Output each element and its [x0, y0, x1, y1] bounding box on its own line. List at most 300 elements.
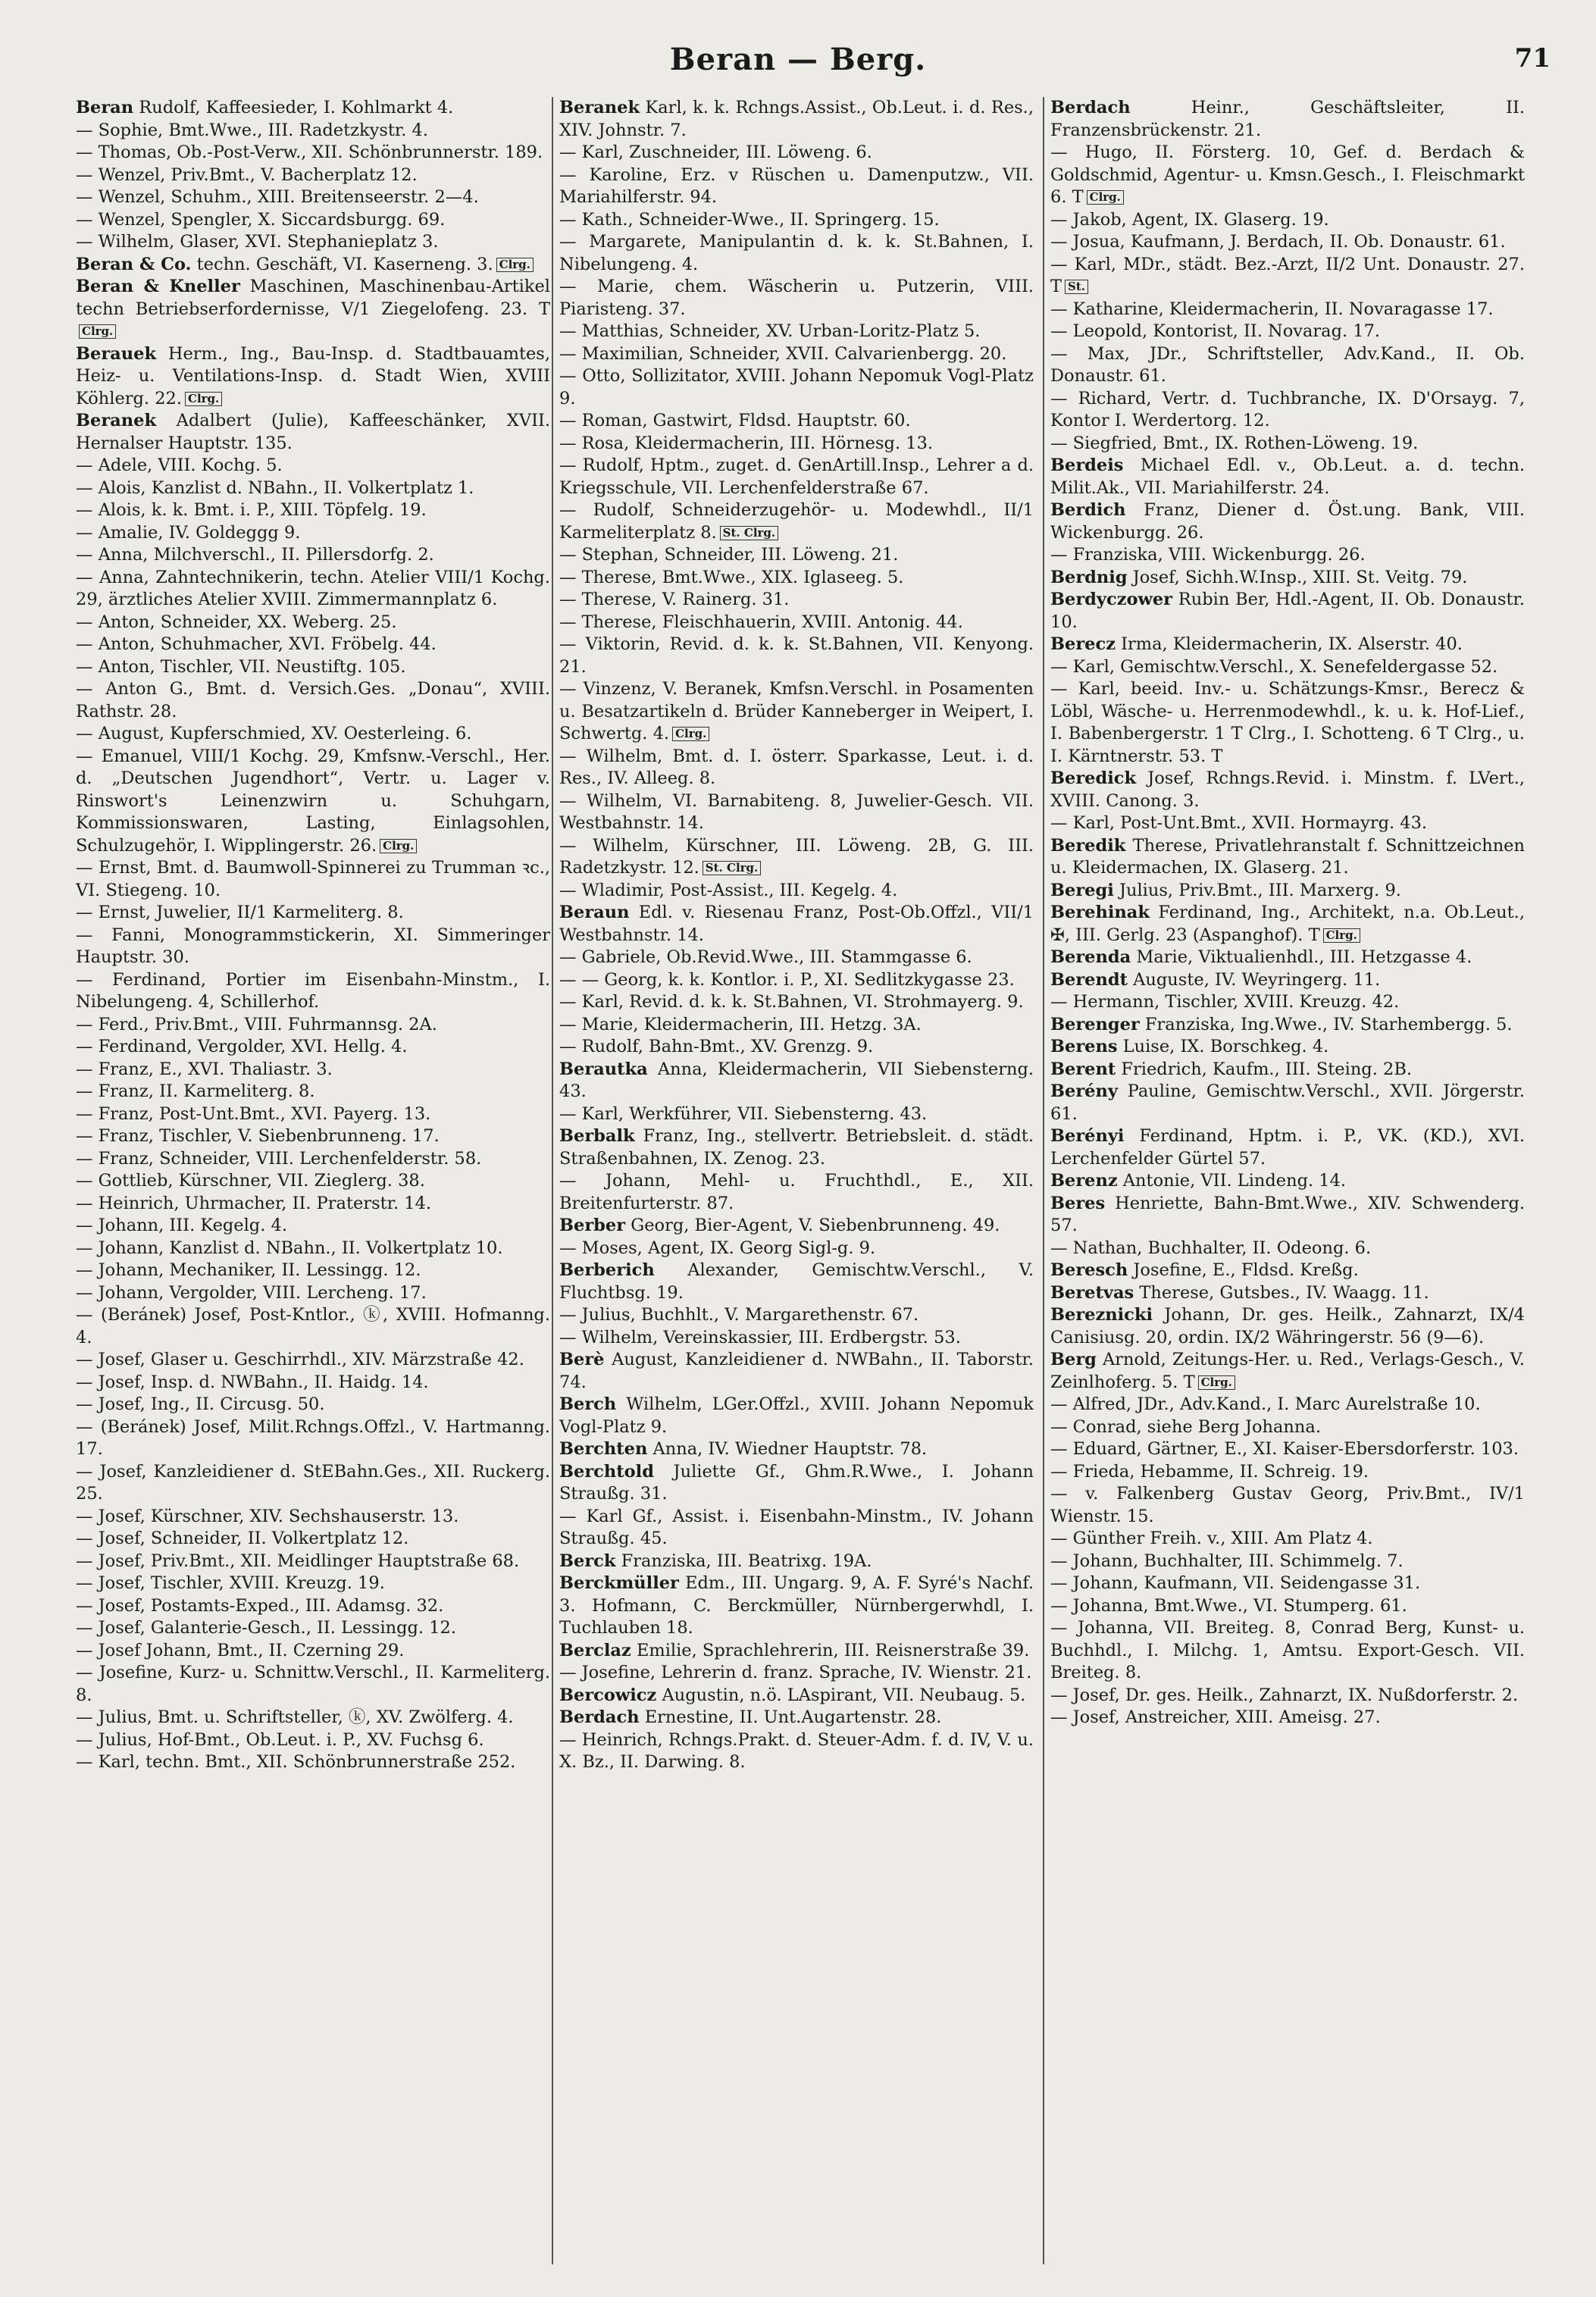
- entry-text: — Josefine, Lehrerin d. franz. Sprache, IV. Wienstr. 21.: [559, 1663, 1032, 1682]
- directory-entry: [1050, 1685, 1525, 1707]
- entry-text: — Johanna, VII. Breiteg. 8, Conrad Berg, Kunst- u. Buchhdl., I. Milchg. 1, Amtsu. Export-Gesch. VII. Breiteg. 8.: [1050, 1618, 1525, 1682]
- entry-text: — Wenzel, Schuhm., XIII. Breitenseerstr. 2—4.: [76, 187, 479, 207]
- directory-entry: [76, 612, 550, 634]
- entry-text: — Katharine, Kleidermacherin, II. Novaragasse 17.: [1050, 299, 1494, 319]
- directory-entry: [1050, 1551, 1525, 1573]
- entry-text: — Josef, Dr. ges. Heilk., Zahnarzt, IX. Nußdorferstr. 2.: [1050, 1685, 1519, 1705]
- directory-entry: [1050, 433, 1525, 455]
- directory-entry: [76, 1282, 550, 1305]
- directory-entry: [559, 567, 1034, 590]
- entry-surname: Berecz: [1050, 634, 1116, 654]
- entry-text: — Alfred, JDr., Adv.Kand., I. Marc Aurelstraße 10.: [1050, 1394, 1481, 1414]
- entry-surname: Berdich: [1050, 500, 1126, 520]
- entry-surname: Beredick: [1050, 768, 1137, 788]
- directory-entry: [76, 1573, 550, 1595]
- directory-entry: [76, 209, 550, 232]
- entry-text: — (Beránek) Josef, Post-Kntlor., ⓚ, XVIII. Hofmanng. 4.: [76, 1305, 550, 1347]
- entry-text: — Gabriele, Ob.Revid.Wwe., III. Stammgasse 6.: [559, 947, 972, 967]
- entry-text: — Karl, Revid. d. k. k. St.Bahnen, VI. Strohmayerg. 9.: [559, 992, 1024, 1012]
- entry-text: — Franz, Tischler, V. Siebenbrunneng. 17.: [76, 1126, 440, 1146]
- entry-surname: Beregi: [1050, 880, 1114, 900]
- directory-entry: [559, 1394, 1034, 1438]
- entry-surname: Berdyczower: [1050, 590, 1173, 609]
- entry-text: Franziska, III. Beatrixg. 19A.: [615, 1551, 872, 1571]
- entry-text: — Alois, k. k. Bmt. i. P., XIII. Töpfelg. 19.: [76, 500, 427, 520]
- entry-text: Wilhelm, LGer.Offzl., XVIII. Johann Nepomuk Vogl-Platz 9.: [559, 1394, 1034, 1437]
- entry-text: — Josef, Tischler, XVIII. Kreuzg. 19.: [76, 1573, 385, 1593]
- entry-text: — Günther Freih. v., XIII. Am Platz 4.: [1050, 1529, 1373, 1548]
- entry-text: — Josef, Schneider, II. Volkertplatz 12.: [76, 1529, 409, 1548]
- entry-text: Franz, Ing., stellvertr. Betriebsleit. d. städt. Straßenbahnen, IX. Zenog. 23.: [559, 1126, 1034, 1169]
- directory-entry: [559, 276, 1034, 321]
- entry-surname: Berens: [1050, 1037, 1118, 1056]
- entry-text: — Emanuel, VIII/1 Kochg. 29, Kmfsnw.-Verschl., Her. d. „Deutschen Jugendhort“, Vertr. u. Lager v. Rinswort's Leinenzwirn u. Schuhgarn, Kommissionswaren, Lasting, Einlagsohlen, Schulzugehör, I. Wipplingerstr. 26.: [76, 746, 550, 856]
- directory-entry: [559, 678, 1034, 746]
- directory-entry: [1050, 768, 1525, 812]
- entry-text: — Karl, beeid. Inv.- u. Schätzungs-Kmsr., Berecz & Löbl, Wäsche- u. Herrenmodewhdl., k. u. k. Hof-Lief., I. Babenbergerstr. 1 T Clrg., I. Schotteng. 6 T Clrg., u. I. Kärntnerstr. 53. T: [1050, 679, 1525, 766]
- directory-entry: [1050, 1081, 1525, 1125]
- entry-text: — Karl, Gemischtw.Verschl., X. Senefeldergasse 52.: [1050, 656, 1498, 677]
- entry-text: — Max, JDr., Schriftsteller, Adv.Kand., II. Ob. Donaustr. 61.: [1050, 343, 1525, 386]
- column-1: [76, 97, 550, 2270]
- directory-entry: [559, 1349, 1034, 1394]
- directory-entry: [559, 97, 1034, 142]
- directory-entry: [559, 835, 1034, 880]
- directory-entry: [559, 321, 1034, 343]
- entry-text: — Josef, Postamts-Exped., III. Adamsg. 32.: [76, 1595, 444, 1616]
- entry-text: — Stephan, Schneider, III. Löweng. 21.: [559, 545, 899, 565]
- directory-entry: [559, 1573, 1034, 1640]
- entry-text: — Conrad, siehe Berg Johanna.: [1050, 1416, 1321, 1437]
- directory-entry: [76, 746, 550, 858]
- entry-surname: Berdnig: [1050, 567, 1128, 587]
- clearing-badge: St. Clrg.: [703, 861, 761, 875]
- entry-surname: Beresch: [1050, 1260, 1128, 1280]
- entry-text: — Josef, Kürschner, XIV. Sechshauserstr. 13.: [76, 1506, 459, 1526]
- entry-text: — Anton, Schneider, XX. Weberg. 25.: [76, 612, 397, 632]
- directory-entry: [1050, 1238, 1525, 1260]
- directory-entry: [76, 254, 550, 277]
- entry-text: techn. Geschäft, VI. Kaserneng. 3.: [191, 254, 493, 274]
- directory-entry: [1050, 97, 1525, 142]
- entry-text: August, Kanzleidiener d. NWBahn., II. Taborstr. 74.: [559, 1350, 1034, 1392]
- directory-entry: [559, 1640, 1034, 1663]
- directory-entry: [1050, 209, 1525, 232]
- directory-entry: [76, 97, 550, 120]
- entry-text: — Wilhelm, Bmt. d. I. österr. Sparkasse, Leut. i. d. Res., IV. Alleeg. 8.: [559, 746, 1034, 788]
- directory-entry: [559, 164, 1034, 209]
- directory-entry: [76, 1349, 550, 1372]
- entry-surname: Berautka: [559, 1059, 648, 1079]
- entry-text: — Alois, Kanzlist d. NBahn., II. Volkertplatz 1.: [76, 477, 474, 498]
- directory-entry: [559, 1304, 1034, 1327]
- entry-text: — Julius, Buchhlt., V. Margarethenstr. 67.: [559, 1305, 919, 1325]
- entry-surname: Beraun: [559, 903, 630, 922]
- entry-text: — Wladimir, Post-Assist., III. Kegelg. 4.: [559, 880, 898, 900]
- directory-entry: [1050, 1125, 1525, 1170]
- entry-text: Irma, Kleidermacherin, IX. Alserstr. 40.: [1115, 634, 1463, 654]
- directory-entry: [1050, 343, 1525, 388]
- entry-text: — Ferd., Priv.Bmt., VIII. Fuhrmannsg. 2A.: [76, 1014, 437, 1034]
- directory-entry: [559, 790, 1034, 835]
- directory-entry: [559, 969, 1034, 992]
- directory-entry: [76, 902, 550, 925]
- entry-text: — (Beránek) Josef, Milit.Rchngs.Offzl., V. Hartmanng. 17.: [76, 1416, 550, 1459]
- directory-entry: [559, 142, 1034, 164]
- entry-text: — Karl Gf., Assist. i. Eisenbahn-Minstm., IV. Johann Straußg. 45.: [559, 1506, 1034, 1548]
- entry-text: — Viktorin, Revid. d. k. k. St.Bahnen, VII. Kenyong. 21.: [559, 634, 1034, 677]
- entry-text: — Johann, III. Kegelg. 4.: [76, 1216, 287, 1235]
- directory-entry: [559, 1260, 1034, 1304]
- entry-text: — Frieda, Hebamme, II. Schreig. 19.: [1050, 1461, 1369, 1482]
- entry-text: Antonie, VII. Lindeng. 14.: [1117, 1171, 1347, 1191]
- entry-text: Josefine, E., Fldsd. Kreßg.: [1128, 1260, 1359, 1280]
- directory-entry: [1050, 299, 1525, 321]
- directory-entry: [1050, 1528, 1525, 1551]
- directory-entry: [559, 433, 1034, 455]
- directory-entry: [76, 410, 550, 455]
- entry-text: Ferdinand, Hptm. i. P., VK. (KD.), XVI. Lerchenfelder Gürtel 57.: [1050, 1126, 1525, 1169]
- entry-surname: Berg: [1050, 1350, 1097, 1369]
- directory-entry: [76, 1103, 550, 1126]
- entry-surname: Beran: [76, 98, 134, 117]
- entry-text: — Eduard, Gärtner, E., XI. Kaiser-Ebersdorferstr. 103.: [1050, 1439, 1519, 1459]
- directory-entry: [559, 1170, 1034, 1215]
- directory-entry: [559, 1238, 1034, 1260]
- entry-text: — Franziska, VIII. Wickenburgg. 26.: [1050, 545, 1366, 565]
- directory-entry: [1050, 1483, 1525, 1528]
- directory-entry: [76, 477, 550, 500]
- entry-text: Anna, IV. Wiedner Hauptstr. 78.: [647, 1439, 928, 1459]
- entry-text: Josef, Sichh.W.Insp., XIII. St. Veitg. 79.: [1127, 567, 1468, 587]
- entry-text: Therese, Gutsbes., IV. Waagg. 11.: [1134, 1282, 1429, 1303]
- directory-entry: [1050, 321, 1525, 343]
- directory-entry: [559, 880, 1034, 903]
- entry-text: Herm., Ing., Bau-Insp. d. Stadtbauamtes, Heiz- u. Ventilations-Insp. d. Stadt Wien, XVIII Köhlerg. 22.: [76, 343, 550, 408]
- directory-entry: [559, 343, 1034, 366]
- entry-text: — — Georg, k. k. Kontlor. i. P., XI. Sedlitzkygasse 23.: [559, 969, 1015, 990]
- entry-text: Anna, Kleidermacherin, VII Siebensterng. 43.: [559, 1059, 1034, 1101]
- directory-entry: [559, 1014, 1034, 1037]
- directory-entry: [1050, 1036, 1525, 1059]
- directory-entry: [76, 276, 550, 343]
- entry-text: — Adele, VIII. Kochg. 5.: [76, 455, 283, 475]
- entry-text: Auguste, IV. Weyringerg. 11.: [1128, 969, 1381, 990]
- entry-text: Julius, Priv.Bmt., III. Marxerg. 9.: [1113, 880, 1401, 900]
- entry-text: Augustin, n.ö. LAspirant, VII. Neubaug. 5.: [656, 1685, 1026, 1705]
- entry-text: — Siegfried, Bmt., IX. Rothen-Löweng. 19.: [1050, 433, 1419, 453]
- directory-entry: [1050, 1461, 1525, 1484]
- directory-entry: [1050, 1260, 1525, 1282]
- entry-text: — Therese, Fleischhauerin, XVIII. Antonig. 44.: [559, 612, 963, 632]
- entry-text: — Richard, Vertr. d. Tuchbranche, IX. D'Orsayg. 7, Kontor I. Werdertorg. 12.: [1050, 388, 1525, 430]
- entry-text: — Franz, Schneider, VIII. Lerchenfelderstr. 58.: [76, 1148, 482, 1169]
- directory-entry: [1050, 589, 1525, 634]
- directory-entry: [559, 1215, 1034, 1238]
- directory-entry: [76, 1014, 550, 1037]
- entry-text: — Maximilian, Schneider, XVII. Calvarienbergg. 20.: [559, 343, 1007, 364]
- directory-entry: [1050, 254, 1525, 299]
- entry-text: — Sophie, Bmt.Wwe., III. Radetzkystr. 4.: [76, 120, 428, 140]
- entry-text: — Amalie, IV. Goldeggg 9.: [76, 522, 301, 543]
- directory-entry: [559, 231, 1034, 276]
- directory-entry: [76, 1506, 550, 1529]
- entry-text: Edm., III. Ungarg. 9, A. F. Syré's Nachf. 3. Hofmann, C. Berckmüller, Nürnbergerwhdl, I. Tuchlauben 18.: [559, 1573, 1034, 1638]
- column-divider: [552, 97, 553, 2264]
- directory-entry: [559, 1438, 1034, 1461]
- entry-text: Rudolf, Kaffeesieder, I. Kohlmarkt 4.: [133, 98, 454, 117]
- directory-entry: [559, 209, 1034, 232]
- directory-entry: [76, 1394, 550, 1416]
- entry-text: — Josef Johann, Bmt., II. Czerning 29.: [76, 1640, 405, 1660]
- column-2: [559, 97, 1034, 2270]
- entry-text: — Karl, Post-Unt.Bmt., XVII. Hormayrg. 43.: [1050, 813, 1428, 833]
- directory-entry: [559, 455, 1034, 499]
- directory-entry: [76, 1260, 550, 1282]
- entry-surname: Berchten: [559, 1439, 648, 1459]
- entry-text: Adalbert (Julie), Kaffeeschänker, XVII. Hernalser Hauptstr. 135.: [76, 411, 550, 453]
- entry-text: — Matthias, Schneider, XV. Urban-Loritz-Platz 5.: [559, 321, 981, 341]
- entry-surname: Berdach: [1050, 98, 1131, 117]
- entry-text: — Gottlieb, Kürschner, VII. Zieglerg. 38.: [76, 1171, 425, 1191]
- entry-text: — Wenzel, Priv.Bmt., V. Bacherplatz 12.: [76, 164, 418, 185]
- directory-entry: [76, 857, 550, 902]
- entry-text: — Johann, Buchhalter, III. Schimmelg. 7.: [1050, 1551, 1404, 1571]
- entry-text: — Hermann, Tischler, XVIII. Kreuzg. 42.: [1050, 992, 1400, 1012]
- entry-text: Maschinen, Maschinenbau-Artikel techn Betriebserfordernisse, V/1 Ziegelofeng. 23. T: [76, 277, 550, 319]
- entry-surname: Berck: [559, 1551, 616, 1571]
- clearing-badge: Clrg.: [79, 324, 116, 339]
- entry-surname: Berch: [559, 1394, 617, 1414]
- entry-text: Michael Edl. v., Ob.Leut. a. d. techn. Milit.Ak., VII. Mariahilferstr. 24.: [1050, 455, 1525, 498]
- directory-entry: [76, 544, 550, 567]
- directory-entry: [559, 1461, 1034, 1506]
- entry-text: Ferdinand, Ing., Architekt, n.a. Ob.Leut., ✠, III. Gerlg. 23 (Aspanghof). T: [1050, 903, 1525, 945]
- entry-text: — Kath., Schneider-Wwe., II. Springerg. 15.: [559, 209, 940, 230]
- entry-surname: Berchtold: [559, 1461, 654, 1482]
- entry-text: — Ernst, Bmt. d. Baumwoll-Spinnerei zu Trumman ꝛc., VI. Stiegeng. 10.: [76, 858, 550, 900]
- directory-entry: [1050, 947, 1525, 969]
- entry-text: Josef, Rchngs.Revid. i. Minstm. f. LVert., XVIII. Canong. 3.: [1050, 768, 1525, 811]
- directory-entry: [1050, 567, 1525, 590]
- directory-entry: [559, 1125, 1034, 1170]
- entry-text: — Johann, Kanzlist d. NBahn., II. Volkertplatz 10.: [76, 1238, 503, 1258]
- entry-text: Henriette, Bahn-Bmt.Wwe., XIV. Schwenderg. 57.: [1050, 1193, 1525, 1235]
- directory-entry: [559, 947, 1034, 969]
- entry-text: — Johann, Kaufmann, VII. Seidengasse 31.: [1050, 1573, 1421, 1593]
- directory-entry: [76, 1304, 550, 1349]
- directory-entry: [1050, 1059, 1525, 1081]
- directory-entry: [76, 1640, 550, 1663]
- entry-text: — Thomas, Ob.-Post-Verw., XII. Schönbrunnerstr. 189.: [76, 142, 543, 162]
- entry-surname: Berehinak: [1050, 903, 1150, 922]
- directory-entry: [1050, 1617, 1525, 1685]
- entry-text: — Roman, Gastwirt, Fldsd. Hauptstr. 60.: [559, 411, 911, 430]
- entry-text: — Josef, Priv.Bmt., XII. Meidlinger Hauptstraße 68.: [76, 1551, 520, 1571]
- directory-entry: [76, 1372, 550, 1394]
- directory-entry: [76, 1416, 550, 1461]
- directory-entry: [559, 746, 1034, 790]
- entry-surname: Berenda: [1050, 947, 1131, 967]
- entry-text: Marie, Viktualienhdl., III. Hetzgasse 4.: [1131, 947, 1472, 967]
- entry-surname: Berény: [1050, 1081, 1118, 1101]
- entry-text: — Otto, Sollizitator, XVIII. Johann Nepomuk Vogl-Platz 9.: [559, 366, 1034, 408]
- entry-text: — Josef, Kanzleidiener d. StEBahn.Ges., XII. Ruckerg. 25.: [76, 1461, 550, 1504]
- entry-text: Therese, Privatlehranstalt f. Schnittzeichnen u. Kleidermachen, IX. Glaserg. 21.: [1050, 835, 1525, 878]
- directory-entry: [1050, 1416, 1525, 1439]
- directory-entry: [76, 186, 550, 209]
- entry-text: — Julius, Bmt. u. Schriftsteller, ⓚ, XV. Zwölferg. 4.: [76, 1707, 514, 1727]
- entry-text: — Marie, Kleidermacherin, III. Hetzg. 3A.: [559, 1014, 922, 1034]
- entry-text: — Wilhelm, Kürschner, III. Löweng. 2B, G. III. Radetzkystr. 12.: [559, 835, 1034, 878]
- entry-surname: Beretvas: [1050, 1282, 1134, 1303]
- directory-entry: [76, 1148, 550, 1171]
- entry-text: — Anna, Zahntechnikerin, techn. Atelier VIII/1 Kochg. 29, ärztliches Atelier XVIII. Zimmermannplatz 6.: [76, 567, 550, 609]
- entry-surname: Berenger: [1050, 1014, 1140, 1034]
- entry-text: Johann, Dr. ges. Heilk., Zahnarzt, IX/4 Canisiusg. 20, ordin. IX/2 Währingerstr. 56 (9—6).: [1050, 1305, 1525, 1347]
- directory-entry: [1050, 835, 1525, 880]
- entry-surname: Beres: [1050, 1193, 1106, 1213]
- directory-entry: [76, 1662, 550, 1707]
- directory-entry: [76, 1215, 550, 1238]
- clearing-badge: Clrg.: [1087, 190, 1124, 205]
- entry-text: — Anna, Milchverschl., II. Pillersdorfg. 2.: [76, 545, 434, 565]
- entry-text: — Heinrich, Uhrmacher, II. Praterstr. 14.: [76, 1193, 432, 1213]
- entry-text: — Hugo, II. Försterg. 10, Gef. d. Berdach & Goldschmid, Agentur- u. Kmsn.Gesch., I. Fleischmarkt 6. T: [1050, 142, 1525, 207]
- clearing-badge: Clrg.: [672, 727, 709, 741]
- entry-surname: Berenz: [1050, 1171, 1118, 1191]
- directory-entry: [76, 343, 550, 411]
- entry-text: — Karl, Zuschneider, III. Löweng. 6.: [559, 142, 872, 162]
- entry-surname: Berényi: [1050, 1126, 1125, 1146]
- directory-entry: [76, 1170, 550, 1193]
- entry-text: Rubin Ber, Hdl.-Agent, II. Ob. Donaustr. 10.: [1050, 590, 1525, 632]
- entry-text: — Johann, Vergolder, VIII. Lercheng. 17.: [76, 1282, 427, 1303]
- directory-entry: [559, 1551, 1034, 1573]
- directory-entry: [1050, 1282, 1525, 1305]
- directory-entry: [76, 567, 550, 612]
- entry-text: — Wilhelm, VI. Barnabiteng. 8, Juwelier-Gesch. VII. Westbahnstr. 14.: [559, 790, 1034, 833]
- directory-entry: [559, 1506, 1034, 1551]
- entry-text: — Josef, Ing., II. Circusg. 50.: [76, 1394, 325, 1414]
- entry-text: — Johann, Mechaniker, II. Lessingg. 12.: [76, 1260, 421, 1280]
- directory-entry: [559, 612, 1034, 634]
- directory-entry: [1050, 1170, 1525, 1193]
- directory-entry: [76, 1238, 550, 1260]
- directory-entry: [559, 1662, 1034, 1685]
- entry-text: — Fanni, Monogrammstickerin, XI. Simmeringer Hauptstr. 30.: [76, 925, 550, 967]
- directory-entry: [76, 1751, 550, 1774]
- directory-entry: [559, 1059, 1034, 1103]
- entry-text: — Karoline, Erz. v Rüschen u. Damenputzw., VII. Mariahilferstr. 94.: [559, 164, 1034, 207]
- entry-surname: Berbalk: [559, 1126, 635, 1146]
- entry-text: — Ferdinand, Portier im Eisenbahn-Minstm., I. Nibelungeng. 4, Schillerhof.: [76, 969, 550, 1012]
- entry-surname: Beran & Co.: [76, 254, 192, 274]
- directory-entry: [76, 120, 550, 142]
- clearing-badge: Clrg.: [496, 258, 534, 272]
- entry-text: — Rudolf, Bahn-Bmt., XV. Grenzg. 9.: [559, 1037, 874, 1056]
- directory-entry: [1050, 1595, 1525, 1618]
- directory-entry: [559, 1729, 1034, 1774]
- directory-entry: [559, 1327, 1034, 1350]
- entry-text: — Josef, Insp. d. NWBahn., II. Haidg. 14.: [76, 1372, 429, 1392]
- directory-entry: [76, 1081, 550, 1103]
- entry-surname: Berdeis: [1050, 455, 1124, 475]
- entry-text: — Josefine, Kurz- u. Schnittw.Verschl., II. Karmeliterg. 8.: [76, 1663, 550, 1705]
- clearing-badge: St.: [1065, 280, 1088, 294]
- directory-entry: [1050, 388, 1525, 433]
- entry-text: — Leopold, Kontorist, II. Novarag. 17.: [1050, 321, 1381, 341]
- entry-surname: Berckmüller: [559, 1573, 679, 1593]
- directory-entry: [559, 410, 1034, 433]
- directory-entry: [76, 656, 550, 679]
- directory-entry: [76, 1595, 550, 1618]
- entry-surname: Beredik: [1050, 835, 1126, 856]
- entry-surname: Beran & Kneller: [76, 277, 240, 296]
- directory-entry: [1050, 1014, 1525, 1037]
- entry-text: — Franz, E., XVI. Thaliastr. 3.: [76, 1059, 333, 1079]
- directory-entry: [1050, 142, 1525, 209]
- entry-text: — Ernst, Juwelier, II/1 Karmeliterg. 8.: [76, 903, 404, 922]
- directory-entry: [76, 231, 550, 254]
- directory-entry: [76, 142, 550, 164]
- entry-surname: Beranek: [76, 411, 157, 430]
- directory-entry: [1050, 812, 1525, 835]
- entry-text: — Marie, chem. Wäscherin u. Putzerin, VIII. Piaristeng. 37.: [559, 277, 1034, 319]
- directory-entry: [76, 969, 550, 1014]
- page-number: 71: [1514, 43, 1551, 74]
- entry-text: — Anton G., Bmt. d. Versich.Ges. „Donau“, XVIII. Rathstr. 28.: [76, 679, 550, 721]
- entry-text: — Anton, Schuhmacher, XVI. Fröbelg. 44.: [76, 634, 437, 654]
- entry-text: Heinr., Geschäftsleiter, II. Franzensbrückenstr. 21.: [1050, 98, 1525, 140]
- directory-entry: [559, 902, 1034, 947]
- entry-surname: Berdach: [559, 1707, 640, 1727]
- clearing-badge: Clrg.: [1198, 1375, 1235, 1390]
- directory-entry: [559, 1103, 1034, 1126]
- directory-entry: [1050, 634, 1525, 656]
- directory-entry: [559, 589, 1034, 612]
- entry-text: — Franz, Post-Unt.Bmt., XVI. Payerg. 13.: [76, 1103, 431, 1124]
- entry-text: — Josef, Glaser u. Geschirrhdl., XIV. Märzstraße 42.: [76, 1350, 524, 1369]
- entry-text: Pauline, Gemischtw.Verschl., XVII. Jörgerstr. 61.: [1050, 1081, 1525, 1124]
- directory-entry: [559, 365, 1034, 410]
- entry-surname: Berendt: [1050, 969, 1128, 990]
- clearing-badge: Clrg.: [380, 839, 417, 853]
- entry-text: Emilie, Sprachlehrerin, III. Reisnerstraße 39.: [631, 1640, 1030, 1660]
- entry-text: Franziska, Ing.Wwe., IV. Starhembergg. 5.: [1139, 1014, 1513, 1034]
- directory-entry: [559, 1685, 1034, 1707]
- entry-text: — Nathan, Buchhalter, II. Odeong. 6.: [1050, 1238, 1372, 1258]
- directory-entry: [76, 925, 550, 969]
- directory-entry: [1050, 656, 1525, 679]
- entry-text: — Ferdinand, Vergolder, XVI. Hellg. 4.: [76, 1037, 408, 1056]
- entry-text: Georg, Bier-Agent, V. Siebenbrunneng. 49.: [625, 1216, 1000, 1235]
- directory-entry: [76, 455, 550, 477]
- directory-entry: [1050, 678, 1525, 768]
- clearing-badge: Clrg.: [1323, 928, 1360, 943]
- page-title: Beran — Berg.: [669, 42, 927, 77]
- directory-entry: [76, 1551, 550, 1573]
- entry-surname: Bereznicki: [1050, 1305, 1153, 1325]
- entry-text: Ernestine, II. Unt.Augartenstr. 28.: [639, 1707, 942, 1727]
- directory-entry: [1050, 880, 1525, 903]
- column-3: [1050, 97, 1525, 2270]
- entry-text: — August, Kupferschmied, XV. Oesterleing. 6.: [76, 724, 472, 743]
- directory-entry: [76, 1617, 550, 1640]
- entry-text: — Therese, Bmt.Wwe., XIX. Iglaseeg. 5.: [559, 567, 904, 587]
- directory-entry: [1050, 1438, 1525, 1461]
- entry-text: — Karl, MDr., städt. Bez.-Arzt, II/2 Unt. Donaustr. 27. T: [1050, 254, 1525, 296]
